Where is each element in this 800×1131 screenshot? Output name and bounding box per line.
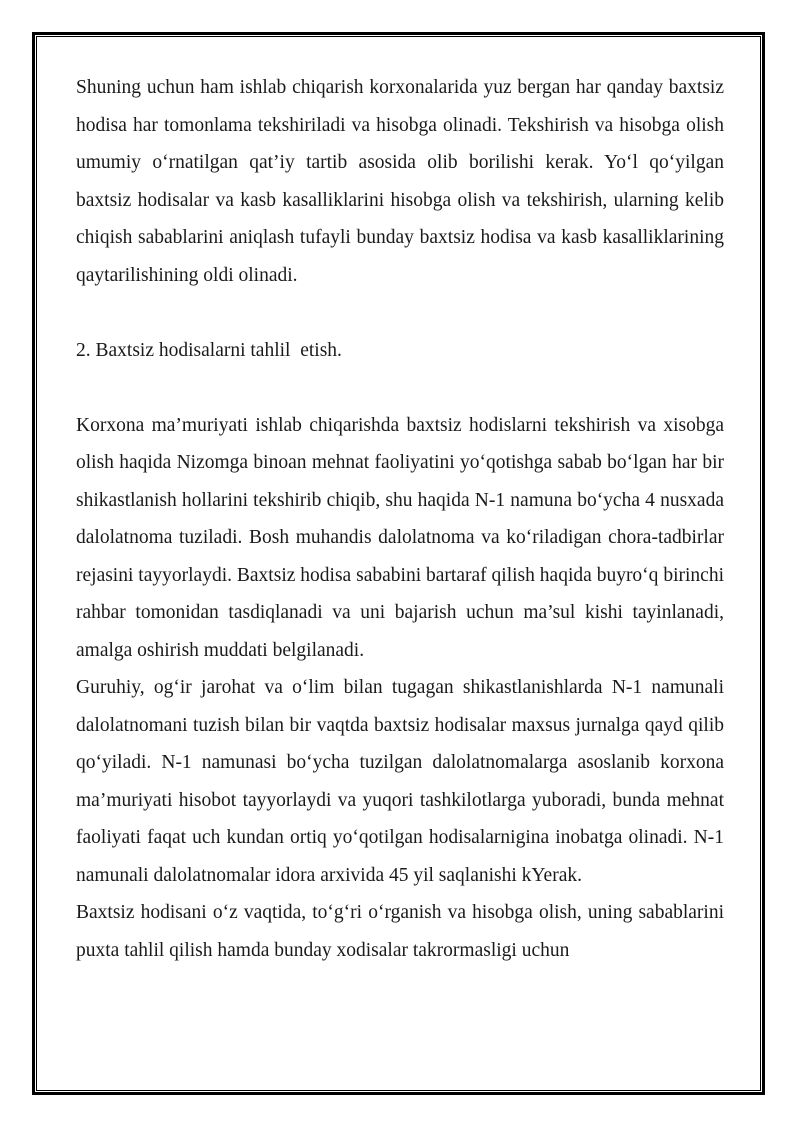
document-body (76, 69, 724, 969)
paragraph-administration-procedure: Korxona ma’muriyati ishlab chiqarishda baxtsiz hodislarni tekshirish va xisobga olish haqida Nizomga binoan mehnat faoliyatini yo‘qotishga sabab bo‘lgan har bir shikastlanish hollarini tekshirib chiqib, shu haqida N-1 namuna bo‘ycha 4 nusxada dalolatnoma tuziladi. Bosh muhandis dalolatnoma va ko‘riladigan chora-tadbirlar rejasini tayyorlaydi. Baxtsiz hodisa sababini bartaraf qilish haqida buyro‘q birinchi rahbar tomonidan tasdiqlanadi va uni bajarish uchun ma’sul kishi tayinlanadi, amalga oshirish muddati belgilanadi. (76, 414, 724, 661)
paragraph-accident-investigation-intro: Shuning uchun ham ishlab chiqarish korxonalarida yuz bergan har qanday baxtsiz hodisa har tomonlama tekshiriladi va hisobga olinadi. Tekshirish va hisobga olish umumiy o‘rnatilgan qat’iy tartib asosida olib borilishi kerak. Yo‘l qo‘yilgan baxtsiz hodisalar va kasb kasalliklarini hisobga olish va tekshirish, ularning kelib chiqish sabablarini aniqlash tufayli bunday baxtsiz hodisa va kasb kasalliklarining qaytarilishining oldi olinadi. (76, 77, 724, 286)
section-heading: 2. Baxtsiz hodisalarni tahlil etish. (76, 339, 342, 361)
paragraph-spacer (76, 369, 724, 407)
paragraph-group-injuries: Guruhiy, og‘ir jarohat va o‘lim bilan tugagan shikastlanishlarda N-1 namunali dalolatnomani tuzish bilan bir vaqtda baxtsiz hodisalar maxsus jurnalga qayd qilib qo‘yiladi. N-1 namunasi bo‘ycha tuzilgan dalolatnomalarga asoslanib korxona ma’muriyati hisobot tayyorlaydi va yuqori tashkilotlarga yuboradi, bunda mehnat faoliyati faqat uch kundan ortiq yo‘qotilgan hodisalarnigina inobatga olinadi. N-1 namunali dalolatnomalar idora arxivida 45 yil saqlanishi kYerak. (76, 677, 724, 886)
paragraph-spacer (76, 294, 724, 332)
paragraph-timely-analysis: Baxtsiz hodisani o‘z vaqtida, to‘g‘ri o‘rganish va hisobga olish, uning sabablarini puxta tahlil qilish hamda bunday xodisalar takrormasligi uchun (76, 902, 724, 961)
